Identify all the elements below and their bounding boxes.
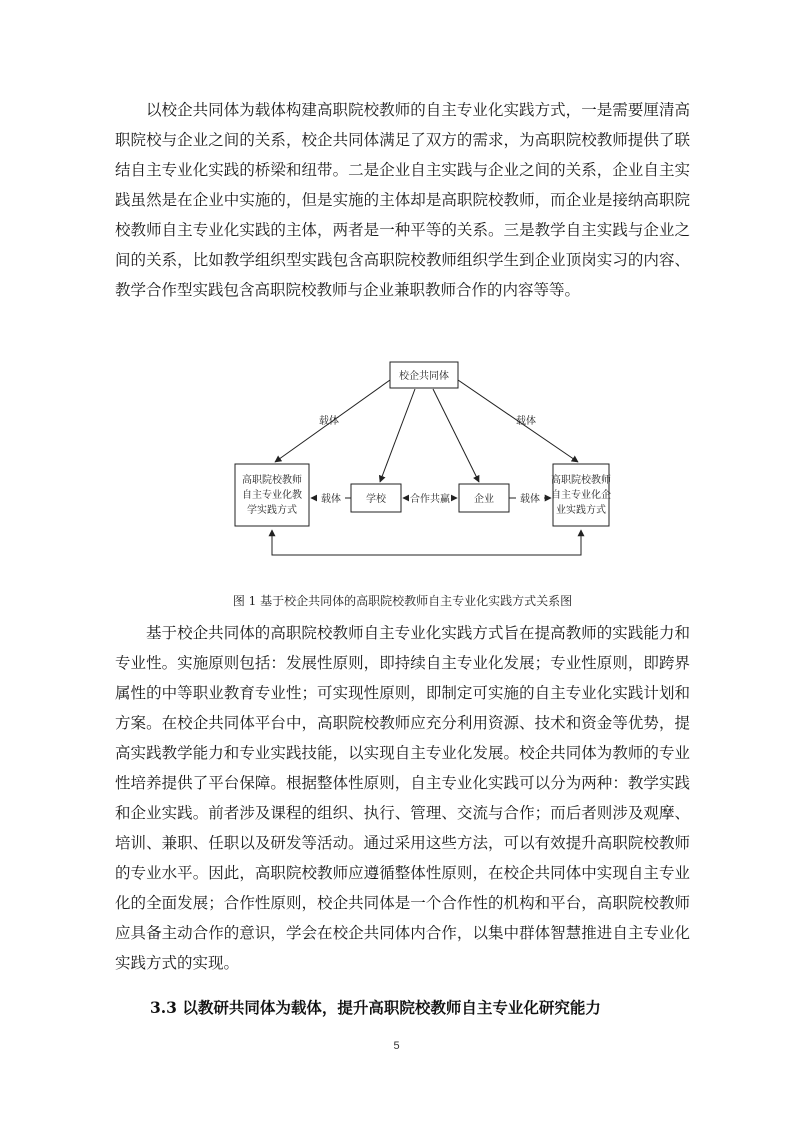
- top-node-label: 校企共同体: [399, 371, 449, 382]
- figure-caption: 图 1 基于校企共同体的高职院校教师自主专业化实践方式关系图: [232, 594, 573, 608]
- right-node-line-3: 业实践方式: [556, 505, 606, 516]
- relationship-diagram: [233, 352, 613, 570]
- body-paragraph-2: 基于校企共同体的高职院校教师自主专业化实践方式旨在提高教师的实践能力和专业性。实施原则包括：发展性原则，即持续自主专业化发展；专业性原则，即跨界属性的中等职业教育专业性；可实现性原则，即制定可实施的自主专业化实践计划和方案。在校企共同体平台中，高职院校教师应充分利用资源、技术和资金等优势，提高实践教学能力和专业实践技能，以实现自主专业化发展。校企共同体为教师的专业性培养提供了平台保障。根据整体性原则，自主专业化实践可以分为两种：教学实践和企业实践。前者涉及课程的组织、执行、管理、交流与合作；而后者则涉及观摩、培训、兼职、任职以及研发等活动。通过采用这些方法，可以有效提升高职院校教师的专业水平。因此，高职院校教师应遵循整体性原则，在校企共同体中实现自主专业化的全面发展；合作性原则，校企共同体是一个合作性的机构和平台，高职院校教师应具备主动合作的意识，学会在校企共同体内合作，以集中群体智慧推进自主专业化实践方式的实现。: [115, 624, 690, 972]
- edge-carrier-right-label: 载体: [516, 416, 536, 427]
- diagram-svg: [233, 352, 613, 570]
- body-paragraph-1: 以校企共同体为载体构建高职院校教师的自主专业化实践方式，一是需要厘清高职院校与企业之间的关系，校企共同体满足了双方的需求，为高职院校教师提供了联结自主专业化实践的桥梁和纽带。二是企业自主实践与企业之间的关系，企业自主实践虽然是在企业中实施的，但是实施的主体却是高职院校教师，而企业是接纳高职院校教师自主专业化实践的主体，两者是一种平等的关系。三是教学自主实践与企业之间的关系，比如教学组织型实践包含高职院校教师组织学生到企业顶岗实习的内容、教学合作型实践包含高职院校教师与企业兼职教师合作的内容等等。: [115, 101, 690, 299]
- edge-left-right-bottom: [272, 530, 581, 555]
- right-node-line-2: 自主专业化企: [551, 490, 611, 501]
- left-node-line-2: 自主专业化教: [242, 490, 302, 501]
- page-number: 5: [393, 1040, 400, 1052]
- edge-top-to-school: [380, 389, 415, 482]
- section-heading: 3.3 以教研共同体为载体，提升高职院校教师自主专业化研究能力: [150, 998, 601, 1017]
- enterprise-node-label: 企业: [474, 494, 494, 505]
- left-node-line-3: 学实践方式: [247, 505, 297, 516]
- edge-carrier-school-label: 载体: [321, 494, 341, 505]
- edge-carrier-enterprise-label: 载体: [520, 494, 540, 505]
- edge-carrier-left-label: 载体: [319, 416, 339, 427]
- left-node-line-1: 高职院校教师: [242, 475, 302, 486]
- edge-cooperation-label: 合作共赢: [410, 494, 450, 505]
- edge-top-to-enterprise: [433, 389, 479, 482]
- school-node-label: 学校: [366, 494, 386, 505]
- right-node-line-1: 高职院校教师: [551, 475, 611, 486]
